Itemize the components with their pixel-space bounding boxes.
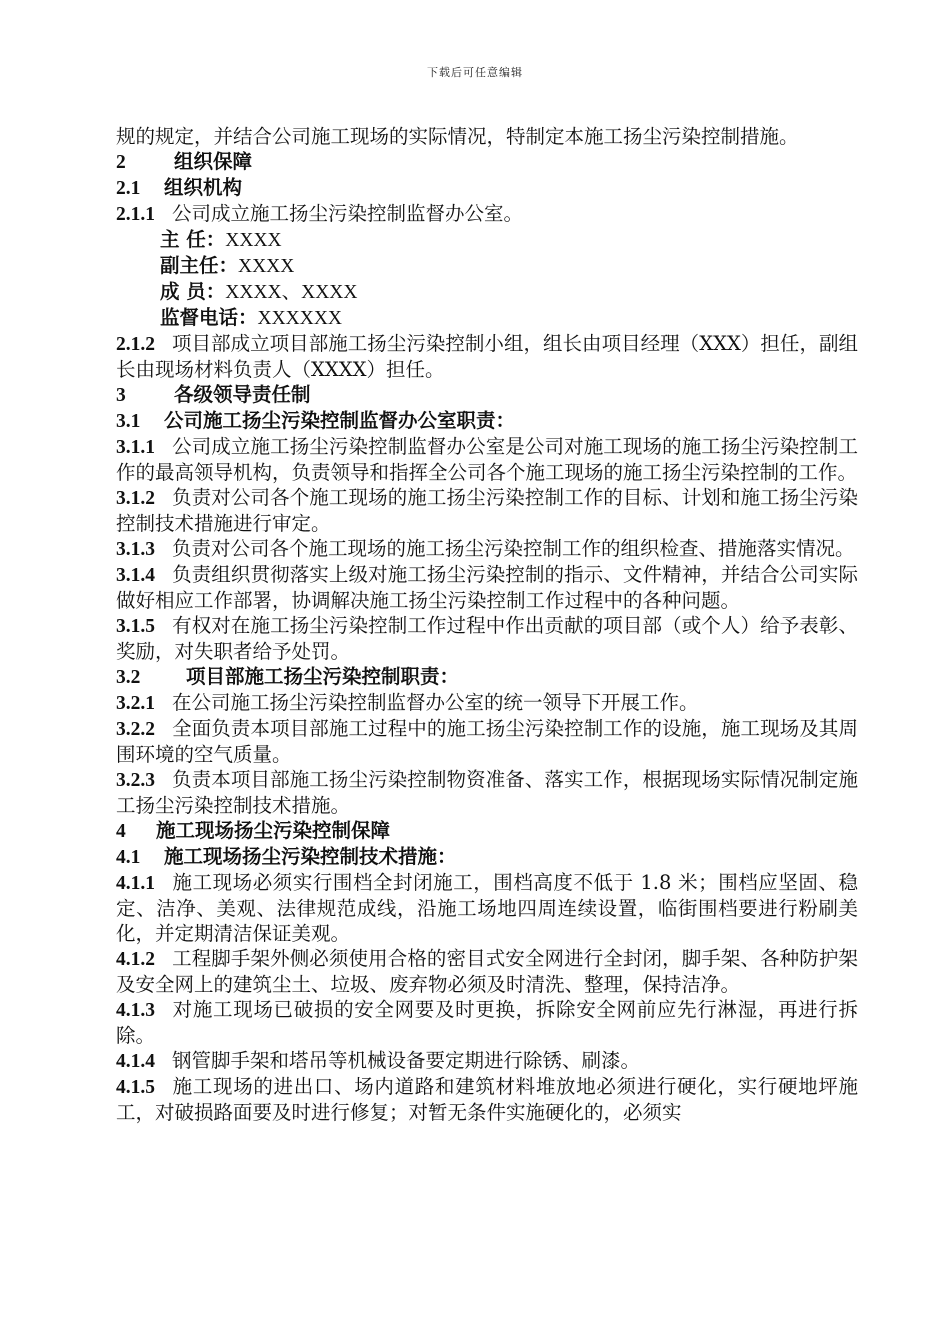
body-paragraph — [116, 124, 858, 149]
section-heading — [116, 818, 858, 844]
section-number: 4.1.2 — [116, 949, 155, 970]
numbered-item — [116, 1048, 858, 1074]
office-member-line — [116, 253, 858, 279]
section-number: 3.1.3 — [116, 539, 155, 560]
section-number: 3.2.2 — [116, 719, 155, 740]
section-number: 4.1 — [116, 847, 141, 868]
numbered-item — [116, 434, 858, 485]
numbered-item — [116, 767, 858, 818]
subsection-heading — [116, 664, 858, 690]
member-role-label: 监督电话： — [160, 306, 258, 329]
section-number: 3.1.2 — [116, 488, 155, 509]
numbered-item — [116, 997, 858, 1048]
section-number: 4.1.1 — [116, 873, 155, 894]
subsection-heading — [116, 408, 858, 434]
section-number: 3.2.1 — [116, 693, 155, 714]
numbered-item — [116, 946, 858, 997]
section-text: 对施工现场已破损的安全网要及时更换，拆除安全网前应先行淋湿，再进行拆除。 — [116, 998, 858, 1047]
member-value: XXXX、XXXX — [225, 282, 358, 303]
section-heading — [116, 149, 858, 175]
numbered-item — [116, 536, 858, 562]
section-number: 3.1.5 — [116, 616, 155, 637]
section-number: 2.1.1 — [116, 204, 155, 225]
section-text: 在公司施工扬尘污染控制监督办公室的统一领导下开展工作。 — [172, 691, 699, 714]
section-number: 2.1 — [116, 178, 141, 199]
section-text: 负责组织贯彻落实上级对施工扬尘污染控制的指示、文件精神，并结合公司实际做好相应工作部署，协调解决施工扬尘污染控制工作过程中的各种问题。 — [116, 563, 858, 612]
section-text: 负责对公司各个施工现场的施工扬尘污染控制工作的组织检查、措施落实情况。 — [172, 537, 855, 560]
section-text: 施工现场扬尘污染控制保障 — [156, 819, 391, 842]
section-number: 3.1.4 — [116, 565, 155, 586]
member-role-label: 副主任： — [160, 254, 239, 277]
section-text: 负责本项目部施工扬尘污染控制物资准备、落实工作，根据现场实际情况制定施工扬尘污染控制技术措施。 — [116, 768, 858, 817]
section-text: 组织机构 — [164, 176, 243, 199]
member-value: XXXXXX — [257, 308, 343, 329]
section-text: 施工现场的进出口、场内道路和建筑材料堆放地必须进行硬化，实行硬地坪施工，对破损路面要及时进行修复；对暂无条件实施硬化的，必须实 — [116, 1075, 858, 1124]
numbered-item — [116, 716, 858, 767]
section-text: 公司成立施工扬尘污染控制监督办公室。 — [172, 202, 524, 225]
member-role-label: 成 员： — [160, 280, 226, 303]
section-number: 4 — [116, 821, 126, 842]
section-text: 施工现场必须实行围档全封闭施工，围档高度不低于 1.8 米；围档应坚固、稳定、洁净、美观、法律规范成线，沿施工场地四周连续设置，临街围档要进行粉刷美化，并定期清洁保证美观。 — [116, 871, 858, 945]
numbered-item — [116, 870, 858, 946]
section-number: 3.1.1 — [116, 437, 155, 458]
section-text: 公司施工扬尘污染控制监督办公室职责： — [164, 409, 516, 432]
page-header: 下载后可任意编辑 — [427, 66, 523, 79]
subsection-heading — [116, 844, 858, 870]
numbered-item — [116, 1074, 858, 1125]
section-number: 4.1.3 — [116, 1000, 155, 1021]
section-text: 项目部施工扬尘污染控制职责： — [186, 665, 460, 688]
office-member-line — [116, 279, 858, 305]
paragraph-text: 规的规定，并结合公司施工现场的实际情况，特制定本施工扬尘污染控制措施。 — [116, 125, 799, 148]
section-number: 3 — [116, 385, 126, 406]
section-text: 有权对在施工扬尘污染控制工作过程中作出贡献的项目部（或个人）给予表彰、奖励，对失职者给予处罚。 — [116, 614, 858, 663]
section-number: 2.1.2 — [116, 334, 155, 355]
subsection-heading — [116, 175, 858, 201]
section-text: 公司成立施工扬尘污染控制监督办公室是公司对施工现场的施工扬尘污染控制工作的最高领导机构，负责领导和指挥全公司各个施工现场的施工扬尘污染控制的工作。 — [116, 435, 858, 484]
member-value: XXXX — [238, 256, 295, 277]
office-member-line — [116, 227, 858, 253]
section-number: 2 — [116, 152, 126, 173]
office-member-line — [116, 305, 858, 331]
numbered-item — [116, 562, 858, 613]
section-number: 4.1.4 — [116, 1051, 155, 1072]
section-text: 施工现场扬尘污染控制技术措施： — [164, 845, 457, 868]
numbered-item — [116, 485, 858, 536]
numbered-item — [116, 331, 858, 382]
section-number: 3.2.3 — [116, 770, 155, 791]
member-role-label: 主 任： — [160, 228, 226, 251]
section-text: 项目部成立项目部施工扬尘污染控制小组，组长由项目经理（XXX）担任，副组长由现场材料负责人（XXXX）担任。 — [116, 332, 858, 381]
numbered-item — [116, 690, 858, 716]
section-number: 3.2 — [116, 667, 141, 688]
section-number: 3.1 — [116, 411, 141, 432]
numbered-item — [116, 613, 858, 664]
section-text: 组织保障 — [174, 150, 253, 173]
section-number: 4.1.5 — [116, 1077, 155, 1098]
section-text: 工程脚手架外侧必须使用合格的密目式安全网进行全封闭，脚手架、各种防护架及安全网上的建筑尘土、垃圾、废弃物必须及时清洗、整理，保持洁净。 — [116, 947, 858, 996]
numbered-item — [116, 201, 858, 227]
document-body — [116, 124, 858, 1125]
section-text: 钢管脚手架和塔吊等机械设备要定期进行除锈、刷漆。 — [172, 1049, 641, 1072]
section-text: 各级领导责任制 — [174, 383, 311, 406]
member-value: XXXX — [225, 230, 282, 251]
section-text: 负责对公司各个施工现场的施工扬尘污染控制工作的目标、计划和施工扬尘污染控制技术措施进行审定。 — [116, 486, 858, 535]
section-heading — [116, 382, 858, 408]
section-text: 全面负责本项目部施工过程中的施工扬尘污染控制工作的设施，施工现场及其周围环境的空气质量。 — [116, 717, 858, 766]
